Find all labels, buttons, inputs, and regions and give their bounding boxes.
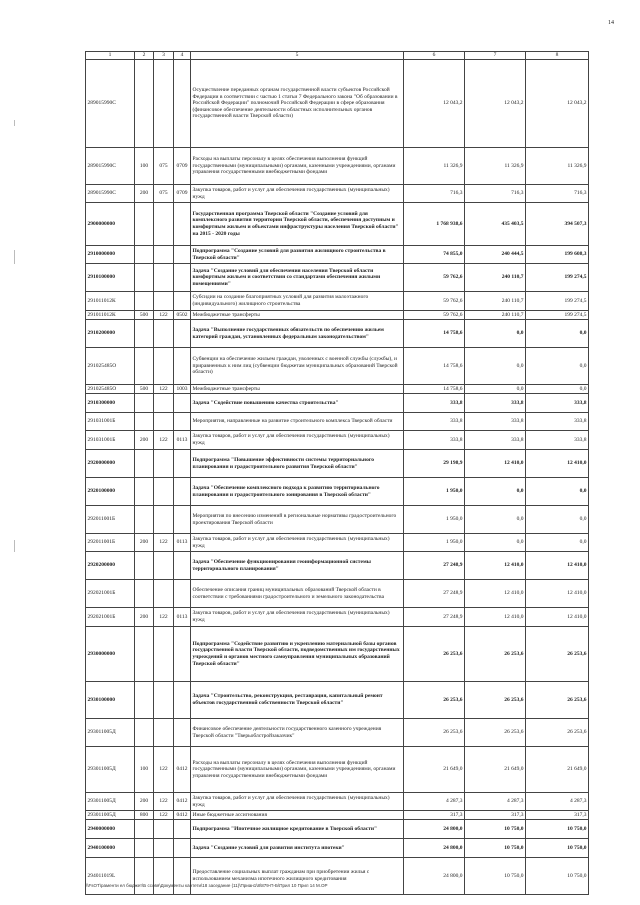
ministry-code-cell — [154, 413, 174, 431]
target-code-cell: 291025485О — [86, 385, 135, 394]
amount-year1-cell: 24 800,0 — [404, 839, 465, 858]
amount-year1-cell: 59 762,6 — [404, 292, 465, 311]
amount-year3-cell: 12 410,0 — [526, 552, 589, 580]
amount-year1-cell: 27 248,9 — [404, 552, 465, 580]
amount-year2-cell: 333,8 — [465, 431, 526, 450]
ministry-code-cell — [154, 820, 174, 839]
description-cell: Финансовое обеспечение деятельности государственного казенного учреждения Тверской области "Тверьоблстройзаказчик" — [191, 719, 404, 747]
ministry-code-cell — [154, 264, 174, 292]
ministry-code-cell — [154, 246, 174, 264]
amount-year1-cell: 24 800,0 — [404, 858, 465, 895]
amount-year3-cell: 0,0 — [526, 348, 589, 385]
target-code-cell: 293011005Д — [86, 747, 135, 793]
target-code-cell: 292021001Б — [86, 580, 135, 608]
amount-year2-cell: 12 410,0 — [465, 450, 526, 478]
section-code-cell — [174, 580, 191, 608]
ministry-code-cell: 122 — [154, 311, 174, 320]
section-code-cell — [174, 246, 191, 264]
description-cell: Подпрограмма "Повышение эффективности системы территориального планирования и градостроительного развития Тверской области" — [191, 450, 404, 478]
amount-year3-cell: 716,3 — [526, 185, 589, 203]
expense-type-cell — [135, 264, 154, 292]
section-code-cell: 0502 — [174, 311, 191, 320]
amount-year2-cell: 240 110,7 — [465, 264, 526, 292]
column-number: 4 — [174, 52, 191, 60]
amount-year1-cell: 29 198,9 — [404, 450, 465, 478]
amount-year1-cell: 24 800,0 — [404, 820, 465, 839]
target-code-cell: 2930100000 — [86, 682, 135, 719]
amount-year2-cell: 0,0 — [465, 385, 526, 394]
description-cell: Субвенции на обеспечение жильем граждан, уволенных с военной службы (службы), и приравненных к ним лиц (субвенции бюджетам муниципальных образований Тверской области) — [191, 348, 404, 385]
expense-type-cell: 500 — [135, 311, 154, 320]
expense-type-cell: 100 — [135, 148, 154, 185]
ministry-code-cell — [154, 719, 174, 747]
amount-year1-cell: 74 855,0 — [404, 246, 465, 264]
section-code-cell: 0412 — [174, 811, 191, 820]
expense-type-cell — [135, 478, 154, 506]
amount-year2-cell: 26 253,6 — [465, 682, 526, 719]
amount-year3-cell: 12 043,2 — [526, 60, 589, 148]
ministry-code-cell — [154, 60, 174, 148]
description-cell: Закупка товаров, работ и услуг для обеспечения государственных (муниципальных) нужд — [191, 793, 404, 811]
table-row — [86, 858, 589, 895]
table-row — [86, 320, 589, 348]
section-code-cell: 1003 — [174, 385, 191, 394]
amount-year1-cell: 716,3 — [404, 185, 465, 203]
amount-year2-cell: 26 253,6 — [465, 719, 526, 747]
description-cell: Задача "Содействие повышению качества строительства" — [191, 394, 404, 413]
amount-year1-cell: 1 950,0 — [404, 506, 465, 534]
amount-year2-cell: 12 043,2 — [465, 60, 526, 148]
amount-year3-cell: 199 274,5 — [526, 264, 589, 292]
section-code-cell: 0709 — [174, 185, 191, 203]
ministry-code-cell — [154, 203, 174, 246]
target-code-cell: 2910100000 — [86, 264, 135, 292]
description-cell: Государственная программа Тверской области "Создание условий для комплексного развития территории Тверской области, обеспечения доступным и комфортным жильем и объектами инфраструктуры населения Тверской области" на 2015 - 2020 годы — [191, 203, 404, 246]
amount-year1-cell: 1 768 938,6 — [404, 203, 465, 246]
expense-type-cell — [135, 820, 154, 839]
target-code-cell: 293011005Д — [86, 793, 135, 811]
binding-mark — [14, 120, 15, 126]
amount-year3-cell: 4 287,3 — [526, 793, 589, 811]
amount-year3-cell: 12 410,0 — [526, 580, 589, 608]
table-row — [86, 580, 589, 608]
description-cell: Обеспечение описания границ муниципальных образований Тверской области в соответствии с требованиями градостроительного и земельного законодательства — [191, 580, 404, 608]
amount-year3-cell: 12 410,0 — [526, 608, 589, 627]
amount-year3-cell: 333,8 — [526, 413, 589, 431]
expense-type-cell — [135, 682, 154, 719]
budget-table — [85, 51, 589, 895]
expense-type-cell: 800 — [135, 811, 154, 820]
table-row — [86, 811, 589, 820]
section-code-cell — [174, 682, 191, 719]
expense-type-cell: 500 — [135, 385, 154, 394]
target-code-cell: 2920200000 — [86, 552, 135, 580]
amount-year2-cell: 4 287,3 — [465, 793, 526, 811]
amount-year1-cell: 14 758,6 — [404, 320, 465, 348]
table-row — [86, 431, 589, 450]
amount-year3-cell: 199 608,3 — [526, 246, 589, 264]
description-cell: Иные бюджетные ассигнования — [191, 811, 404, 820]
target-code-cell: 2940000000 — [86, 820, 135, 839]
section-code-cell — [174, 478, 191, 506]
ministry-code-cell — [154, 394, 174, 413]
description-cell: Задача "Выполнение государственных обязательств по обеспечению жильем категорий граждан, установленных федеральным законодательством" — [191, 320, 404, 348]
section-code-cell — [174, 450, 191, 478]
section-code-cell: 0113 — [174, 608, 191, 627]
table-row — [86, 450, 589, 478]
amount-year1-cell: 1 950,0 — [404, 478, 465, 506]
description-cell: Подпрограмма "Создание условий для развития жилищного строительства в Тверской области" — [191, 246, 404, 264]
expense-type-cell — [135, 60, 154, 148]
amount-year2-cell: 12 410,0 — [465, 552, 526, 580]
table-row — [86, 348, 589, 385]
target-code-cell: 2920000000 — [86, 450, 135, 478]
section-code-cell: 0113 — [174, 431, 191, 450]
table-row — [86, 264, 589, 292]
amount-year3-cell: 12 410,0 — [526, 450, 589, 478]
amount-year3-cell: 0,0 — [526, 320, 589, 348]
table-row — [86, 682, 589, 719]
amount-year2-cell: 0,0 — [465, 478, 526, 506]
ministry-code-cell: 075 — [154, 185, 174, 203]
amount-year3-cell: 11 326,9 — [526, 148, 589, 185]
target-code-cell: 2930000000 — [86, 627, 135, 682]
table-row — [86, 820, 589, 839]
section-code-cell — [174, 60, 191, 148]
table-row — [86, 627, 589, 682]
expense-type-cell — [135, 506, 154, 534]
amount-year2-cell: 0,0 — [465, 348, 526, 385]
table-row — [86, 552, 589, 580]
expense-type-cell — [135, 552, 154, 580]
target-code-cell: 291025485О — [86, 348, 135, 385]
amount-year2-cell: 240 110,7 — [465, 292, 526, 311]
amount-year3-cell: 10 750,0 — [526, 858, 589, 895]
target-code-cell: 292021001Б — [86, 608, 135, 627]
target-code-cell: 2910300000 — [86, 394, 135, 413]
amount-year2-cell: 240 110,7 — [465, 311, 526, 320]
description-cell: Задача "Строительство, реконструкция, реставрация, капитальный ремонт объектов государственной собственности Тверской области" — [191, 682, 404, 719]
target-code-cell: 2910000000 — [86, 246, 135, 264]
description-cell: Мероприятия по внесению изменений в региональные нормативы градостроительного проектирования Тверской области — [191, 506, 404, 534]
section-code-cell — [174, 348, 191, 385]
section-code-cell: 0113 — [174, 534, 191, 552]
amount-year3-cell: 0,0 — [526, 506, 589, 534]
amount-year3-cell: 26 253,6 — [526, 682, 589, 719]
ministry-code-cell: 122 — [154, 431, 174, 450]
description-cell: Задача "Обеспечение функционирования геоинформационной системы территориального планирования" — [191, 552, 404, 580]
amount-year2-cell: 26 253,6 — [465, 627, 526, 682]
amount-year1-cell: 4 287,3 — [404, 793, 465, 811]
amount-year3-cell: 10 750,0 — [526, 820, 589, 839]
target-code-cell: 292011001Б — [86, 506, 135, 534]
table-row — [86, 413, 589, 431]
description-cell: Задача "Обеспечение комплексного подхода к развитию территориального планирования и градостроительного зонирования в Тверской области" — [191, 478, 404, 506]
description-cell: Предоставление социальных выплат гражданам при приобретении жилья с использованием механизма ипотечного жилищного кредитования — [191, 858, 404, 895]
expense-type-cell — [135, 858, 154, 895]
amount-year1-cell: 14 758,6 — [404, 385, 465, 394]
table-row — [86, 60, 589, 148]
description-cell: Закупка товаров, работ и услуг для обеспечения государственных (муниципальных) нужд — [191, 431, 404, 450]
table-row — [86, 311, 589, 320]
section-code-cell — [174, 627, 191, 682]
ministry-code-cell — [154, 682, 174, 719]
section-code-cell — [174, 264, 191, 292]
description-cell: Субсидии на создание благоприятных условий для развития малоэтажного (индивидуального) жилищного строительства — [191, 292, 404, 311]
amount-year2-cell: 716,3 — [465, 185, 526, 203]
description-cell: Расходы на выплаты персоналу в целях обеспечения выполнения функций государственными (муниципальными) органами, казенными учреждениями, органами управления государственными внебюджетными фондами — [191, 148, 404, 185]
target-code-cell: 2940100000 — [86, 839, 135, 858]
amount-year1-cell: 12 043,2 — [404, 60, 465, 148]
expense-type-cell: 200 — [135, 185, 154, 203]
column-number: 8 — [526, 52, 589, 60]
binding-mark — [14, 250, 15, 264]
amount-year2-cell: 21 649,0 — [465, 747, 526, 793]
amount-year3-cell: 10 750,0 — [526, 839, 589, 858]
description-cell: Задача "Создание условий для обеспечения населения Тверской области комфортным жильем и соответствии со стандартами обеспечения жилыми помещениями" — [191, 264, 404, 292]
amount-year1-cell: 333,8 — [404, 394, 465, 413]
table-row — [86, 148, 589, 185]
section-code-cell — [174, 506, 191, 534]
amount-year2-cell: 0,0 — [465, 506, 526, 534]
target-code-cell: 289015990С — [86, 185, 135, 203]
amount-year2-cell: 10 750,0 — [465, 839, 526, 858]
ministry-code-cell: 075 — [154, 148, 174, 185]
amount-year2-cell: 333,8 — [465, 413, 526, 431]
description-cell: Закупка товаров, работ и услуг для обеспечения государственных (муниципальных) нужд — [191, 608, 404, 627]
amount-year3-cell: 199 274,5 — [526, 311, 589, 320]
ministry-code-cell — [154, 580, 174, 608]
description-cell: Межбюджетные трансферты — [191, 385, 404, 394]
ministry-code-cell: 122 — [154, 793, 174, 811]
amount-year3-cell: 26 253,6 — [526, 627, 589, 682]
header-row — [86, 52, 589, 60]
amount-year2-cell: 10 750,0 — [465, 820, 526, 839]
description-cell: Межбюджетные трансферты — [191, 311, 404, 320]
expense-type-cell — [135, 394, 154, 413]
ministry-code-cell — [154, 627, 174, 682]
amount-year2-cell: 435 403,5 — [465, 203, 526, 246]
amount-year3-cell: 21 649,0 — [526, 747, 589, 793]
amount-year2-cell: 10 750,0 — [465, 858, 526, 895]
description-cell: Расходы на выплаты персоналу в целях обеспечения выполнения функций государственными (муниципальными) органами, казенными учреждениями, органами управления государственными внебюджетными фондами — [191, 747, 404, 793]
target-code-cell: 2900000000 — [86, 203, 135, 246]
amount-year2-cell: 240 444,5 — [465, 246, 526, 264]
amount-year2-cell: 12 410,0 — [465, 608, 526, 627]
amount-year1-cell: 27 248,9 — [404, 580, 465, 608]
expense-type-cell: 200 — [135, 534, 154, 552]
table-row — [86, 203, 589, 246]
column-number: 2 — [135, 52, 154, 60]
table-row — [86, 394, 589, 413]
expense-type-cell: 100 — [135, 747, 154, 793]
section-code-cell — [174, 203, 191, 246]
section-code-cell — [174, 719, 191, 747]
expense-type-cell — [135, 320, 154, 348]
amount-year2-cell: 0,0 — [465, 534, 526, 552]
section-code-cell — [174, 552, 191, 580]
ministry-code-cell — [154, 450, 174, 478]
table-row — [86, 246, 589, 264]
amount-year1-cell: 59 762,6 — [404, 311, 465, 320]
target-code-cell: 291011012К — [86, 311, 135, 320]
amount-year1-cell: 14 758,6 — [404, 348, 465, 385]
target-code-cell: 294011019L — [86, 858, 135, 895]
description-cell: Закупка товаров, работ и услуг для обеспечения государственных (муниципальных) нужд — [191, 534, 404, 552]
binding-mark — [14, 540, 15, 552]
table-row — [86, 385, 589, 394]
expense-type-cell — [135, 203, 154, 246]
target-code-cell: 289015990С — [86, 148, 135, 185]
amount-year3-cell: 0,0 — [526, 385, 589, 394]
section-code-cell: 0709 — [174, 148, 191, 185]
amount-year1-cell: 26 253,6 — [404, 627, 465, 682]
expense-type-cell — [135, 292, 154, 311]
amount-year3-cell: 199 274,5 — [526, 292, 589, 311]
amount-year3-cell: 333,8 — [526, 431, 589, 450]
expense-type-cell — [135, 839, 154, 858]
target-code-cell: 2920100000 — [86, 478, 135, 506]
amount-year1-cell: 333,8 — [404, 431, 465, 450]
amount-year1-cell: 26 253,6 — [404, 682, 465, 719]
expense-type-cell — [135, 413, 154, 431]
description-cell: Осуществление переданных органам государственной власти субъектов Российской Федерации в соответствии с частью 1 статьи 7 Федерального закона "Об образовании в Российской Федерации" полномочий Российской Федерации в сфере образования (финансовое обеспечение деятельности областных исполнительных органов государственной власти Тверской области) — [191, 60, 404, 148]
expense-type-cell — [135, 246, 154, 264]
ministry-code-cell — [154, 552, 174, 580]
amount-year1-cell: 27 248,9 — [404, 608, 465, 627]
table-row — [86, 534, 589, 552]
target-code-cell: 291011012К — [86, 292, 135, 311]
column-number: 3 — [154, 52, 174, 60]
table-row — [86, 185, 589, 203]
amount-year3-cell: 333,8 — [526, 394, 589, 413]
expense-type-cell — [135, 348, 154, 385]
column-number: 6 — [404, 52, 465, 60]
table-row — [86, 608, 589, 627]
section-code-cell — [174, 839, 191, 858]
amount-year1-cell: 11 326,9 — [404, 148, 465, 185]
target-code-cell: 292011001Б — [86, 534, 135, 552]
ministry-code-cell: 122 — [154, 608, 174, 627]
expense-type-cell: 200 — [135, 608, 154, 627]
ministry-code-cell: 122 — [154, 747, 174, 793]
target-code-cell: 293011005Д — [86, 811, 135, 820]
ministry-code-cell: 122 — [154, 385, 174, 394]
target-code-cell: 291031001Б — [86, 413, 135, 431]
table-row — [86, 747, 589, 793]
column-number: 5 — [191, 52, 404, 60]
amount-year3-cell: 0,0 — [526, 534, 589, 552]
section-code-cell — [174, 413, 191, 431]
ministry-code-cell — [154, 348, 174, 385]
table-row — [86, 478, 589, 506]
ministry-code-cell — [154, 478, 174, 506]
expense-type-cell — [135, 450, 154, 478]
target-code-cell: 293011005Д — [86, 719, 135, 747]
amount-year3-cell: 394 507,3 — [526, 203, 589, 246]
table-row — [86, 839, 589, 858]
ministry-code-cell — [154, 839, 174, 858]
amount-year2-cell: 333,8 — [465, 394, 526, 413]
description-cell: Мероприятия, направленные на развитие строительного комплекса Тверской области — [191, 413, 404, 431]
section-code-cell — [174, 820, 191, 839]
amount-year1-cell: 1 950,0 — [404, 534, 465, 552]
amount-year2-cell: 317,3 — [465, 811, 526, 820]
description-cell: Задача "Создание условий для развития института ипотеки" — [191, 839, 404, 858]
amount-year1-cell: 21 649,0 — [404, 747, 465, 793]
ministry-code-cell — [154, 292, 174, 311]
amount-year1-cell: 26 253,6 — [404, 719, 465, 747]
ministry-code-cell — [154, 858, 174, 895]
expense-type-cell — [135, 580, 154, 608]
expense-type-cell — [135, 719, 154, 747]
section-code-cell — [174, 292, 191, 311]
expense-type-cell — [135, 627, 154, 682]
expense-type-cell: 200 — [135, 431, 154, 450]
column-number: 1 — [86, 52, 135, 60]
description-cell: Подпрограмма "Ипотечное жилищное кредитование в Тверской области" — [191, 820, 404, 839]
amount-year3-cell: 26 253,6 — [526, 719, 589, 747]
target-code-cell: 2910200000 — [86, 320, 135, 348]
table-row — [86, 292, 589, 311]
section-code-cell — [174, 858, 191, 895]
table-row — [86, 793, 589, 811]
amount-year3-cell: 0,0 — [526, 478, 589, 506]
table-row — [86, 719, 589, 747]
ministry-code-cell: 122 — [154, 811, 174, 820]
page-number: 14 — [608, 20, 614, 26]
expense-type-cell: 200 — [135, 793, 154, 811]
amount-year2-cell: 11 326,9 — [465, 148, 526, 185]
file-path-footer: \\FsOT\раменти ел бюджет\Б ссовя\Документы кантети\18 заседание (11)\Приан1\8\879-П-Б\Прил 10 Прил 14 М.ОР — [86, 883, 328, 888]
ministry-code-cell: 122 — [154, 534, 174, 552]
table-row — [86, 506, 589, 534]
section-code-cell: 0412 — [174, 793, 191, 811]
target-code-cell: 289015990С — [86, 60, 135, 148]
amount-year1-cell: 333,8 — [404, 413, 465, 431]
amount-year2-cell: 12 410,0 — [465, 580, 526, 608]
description-cell: Закупка товаров, работ и услуг для обеспечения государственных (муниципальных) нужд — [191, 185, 404, 203]
description-cell: Подпрограмма "Содействие развитию и укреплению материальной базы органов государственной власти Тверской области, подведомственных им государственных учреждений и органов местного самоуправления муниципальных образований Тверской области" — [191, 627, 404, 682]
target-code-cell: 291031001Б — [86, 431, 135, 450]
amount-year1-cell: 59 762,6 — [404, 264, 465, 292]
ministry-code-cell — [154, 506, 174, 534]
section-code-cell — [174, 394, 191, 413]
section-code-cell — [174, 320, 191, 348]
column-number: 7 — [465, 52, 526, 60]
section-code-cell: 0412 — [174, 747, 191, 793]
ministry-code-cell — [154, 320, 174, 348]
amount-year1-cell: 317,3 — [404, 811, 465, 820]
amount-year2-cell: 0,0 — [465, 320, 526, 348]
amount-year3-cell: 317,3 — [526, 811, 589, 820]
